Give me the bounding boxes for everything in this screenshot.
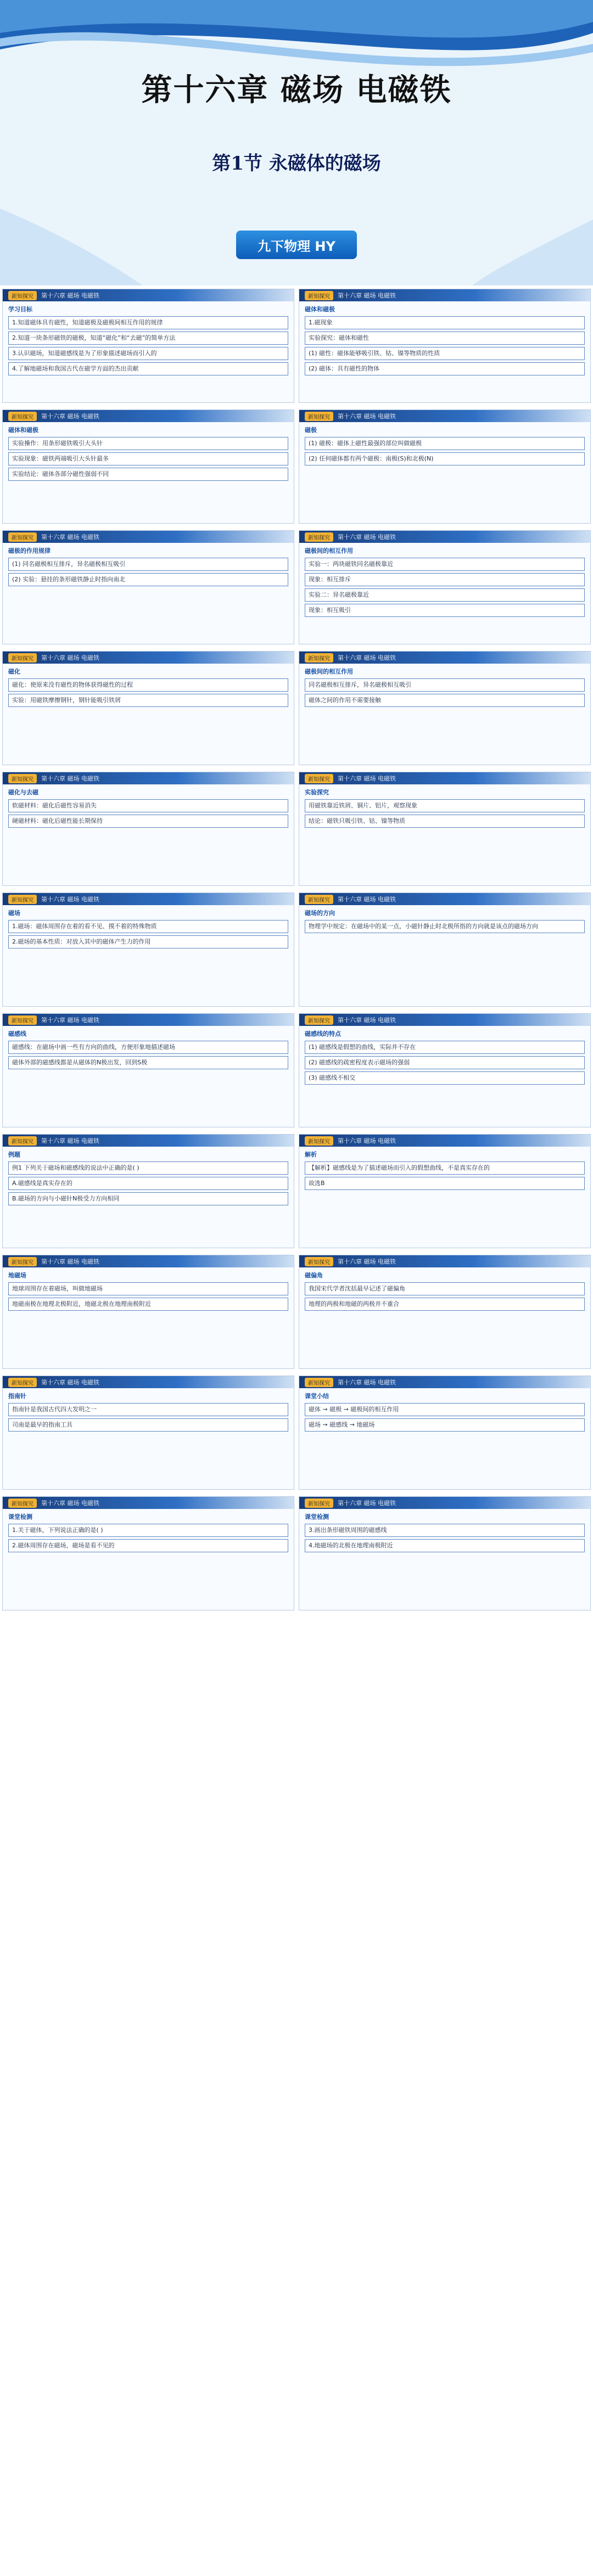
slide-text-line: 磁体外部的磁感线都是从磁体的N极出发，回到S极 xyxy=(8,1056,288,1069)
slide-title: 解析 xyxy=(305,1151,317,1158)
slide-body xyxy=(3,664,294,710)
slide-header xyxy=(3,410,294,422)
slide-text-line: 1.磁场：磁体周围存在着的看不见、摸不着的特殊物质 xyxy=(8,920,288,933)
slide-text-line: 4.了解地磁场和我国古代在磁学方面的杰出贡献 xyxy=(8,362,288,375)
slide-title: 磁体和磁极 xyxy=(305,306,335,313)
slide-tag: 新知探究 xyxy=(8,653,37,663)
slide-text-line: 4.地磁场的北极在地理南极附近 xyxy=(305,1539,585,1552)
slide-thumbnail[interactable] xyxy=(2,893,294,1007)
slide-body xyxy=(3,1509,294,1556)
slide-header xyxy=(3,772,294,784)
slide-header-text: 第十六章 磁场 电磁铁 xyxy=(41,1379,99,1386)
slide-text-line: A.磁感线是真实存在的 xyxy=(8,1177,288,1190)
slide-header-text: 第十六章 磁场 电磁铁 xyxy=(41,654,99,661)
slide-title: 课堂小结 xyxy=(305,1393,329,1400)
slide-header-text: 第十六章 磁场 电磁铁 xyxy=(41,1017,99,1024)
slide-body xyxy=(299,543,590,620)
slide-text-line: 地理的两极和地磁的两极并不重合 xyxy=(305,1298,585,1311)
slide-header xyxy=(299,1497,590,1509)
slide-thumbnail[interactable] xyxy=(299,1013,591,1127)
slide-text-line: 3.认识磁场，知道磁感线是为了形象描述磁场而引入的 xyxy=(8,347,288,360)
slide-body xyxy=(299,301,590,379)
slide-text-line: 物理学中规定：在磁场中的某一点，小磁针静止时北极所指的方向就是该点的磁场方向 xyxy=(305,920,585,933)
slide-header-text: 第十六章 磁场 电磁铁 xyxy=(41,775,99,782)
slide-tag: 新知探究 xyxy=(305,412,333,421)
slide-title: 实验探究 xyxy=(305,789,329,796)
slide-thumbnail[interactable] xyxy=(2,289,294,403)
slide-text-line: 2.知道一块条形磁铁的磁极，知道“磁化”和“去磁”的简单方法 xyxy=(8,332,288,345)
slide-title: 磁化 xyxy=(8,668,20,675)
chapter-title: 第十六章 磁场 电磁铁 xyxy=(141,72,452,108)
slide-text-line: (2) 磁感线的疏密程度表示磁场的强弱 xyxy=(305,1056,585,1069)
slide-thumbnail[interactable] xyxy=(299,1376,591,1490)
slide-header-text: 第十六章 磁场 电磁铁 xyxy=(41,1258,99,1265)
slide-tag: 新知探究 xyxy=(8,532,37,542)
slide-tag: 新知探究 xyxy=(8,1499,37,1508)
slide-text-line: 磁体之间的作用不需要接触 xyxy=(305,694,585,707)
slide-text-line: (2) 任何磁体都有两个磁极：南极(S)和北极(N) xyxy=(305,452,585,465)
slide-header-text: 第十六章 磁场 电磁铁 xyxy=(338,1258,396,1265)
slide-title: 磁感线的特点 xyxy=(305,1030,341,1037)
slide-tag: 新知探究 xyxy=(8,291,37,300)
slide-thumbnail[interactable] xyxy=(299,772,591,886)
slide-body xyxy=(3,784,294,831)
slide-header-text: 第十六章 磁场 电磁铁 xyxy=(41,534,99,541)
slide-tag: 新知探究 xyxy=(8,1136,37,1146)
slide-title: 课堂检测 xyxy=(305,1513,329,1520)
slide-header xyxy=(3,1135,294,1147)
slide-text-line: 磁化：使原来没有磁性的物体获得磁性的过程 xyxy=(8,678,288,692)
slide-text-line: 1.磁现象 xyxy=(305,316,585,329)
slide-header-text: 第十六章 磁场 电磁铁 xyxy=(338,654,396,661)
slide-thumbnail[interactable] xyxy=(299,1255,591,1369)
slide-header xyxy=(3,1497,294,1509)
slide-thumbnail[interactable] xyxy=(299,409,591,524)
slide-text-line: 实验结论：磁体各部分磁性强弱不同 xyxy=(8,468,288,481)
slide-text-line: 2.磁场的基本性质：对放入其中的磁体产生力的作用 xyxy=(8,935,288,949)
slide-header-text: 第十六章 磁场 电磁铁 xyxy=(41,1137,99,1144)
slide-tag: 新知探究 xyxy=(8,1015,37,1025)
slide-header-text: 第十六章 磁场 电磁铁 xyxy=(41,413,99,420)
slide-thumbnail[interactable] xyxy=(299,530,591,644)
slide-tag: 新知探究 xyxy=(305,1015,333,1025)
slide-body xyxy=(3,422,294,484)
slide-title: 例题 xyxy=(8,1151,20,1158)
slide-text-line: (2) 磁体：具有磁性的物体 xyxy=(305,362,585,375)
slide-text-line: 实验操作：用条形磁铁吸引大头针 xyxy=(8,437,288,450)
slide-title: 磁极间的相互作用 xyxy=(305,668,353,675)
slide-text-line: 实验现象：磁铁两端吸引大头针最多 xyxy=(8,452,288,465)
slide-header xyxy=(3,289,294,301)
slide-text-line: 3.画出条形磁铁周围的磁感线 xyxy=(305,1524,585,1537)
slide-title: 磁极间的相互作用 xyxy=(305,547,353,554)
slide-title: 磁体和磁极 xyxy=(8,426,38,434)
slide-title: 课堂检测 xyxy=(8,1513,32,1520)
slide-text-line: 地磁南极在地理北极附近，地磁北极在地理南极附近 xyxy=(8,1298,288,1311)
slide-body xyxy=(299,1147,590,1193)
slide-header xyxy=(299,893,590,905)
slide-text-line: 用磁铁靠近铁屑、铜片、铝片，观察现象 xyxy=(305,799,585,812)
slide-thumbnail[interactable] xyxy=(2,1496,294,1610)
slide-tag: 新知探究 xyxy=(8,1257,37,1266)
slide-header xyxy=(3,1255,294,1267)
slide-header-text: 第十六章 磁场 电磁铁 xyxy=(338,775,396,782)
slide-header-text: 第十六章 磁场 电磁铁 xyxy=(338,896,396,903)
slide-title: 磁极的作用规律 xyxy=(8,547,51,554)
slide-body xyxy=(299,784,590,831)
slide-header-text: 第十六章 磁场 电磁铁 xyxy=(338,1379,396,1386)
slide-tag: 新知探究 xyxy=(8,895,37,904)
slide-header xyxy=(299,1255,590,1267)
slide-header xyxy=(3,893,294,905)
slide-title: 磁化与去磁 xyxy=(8,789,38,796)
slide-tag: 新知探究 xyxy=(305,1136,333,1146)
slide-thumbnail[interactable] xyxy=(2,409,294,524)
slide-body xyxy=(299,1509,590,1556)
slide-tag: 新知探究 xyxy=(8,774,37,783)
slide-body xyxy=(3,301,294,379)
slide-body xyxy=(299,664,590,710)
slide-text-line: 实验探究：磁体和磁性 xyxy=(305,332,585,345)
slide-thumbnail[interactable] xyxy=(2,1013,294,1127)
slide-header-text: 第十六章 磁场 电磁铁 xyxy=(41,896,99,903)
slide-body xyxy=(3,1026,294,1073)
slide-title: 磁极 xyxy=(305,426,317,434)
slide-tag: 新知探究 xyxy=(8,412,37,421)
slide-header xyxy=(3,1014,294,1026)
slide-thumbnail[interactable] xyxy=(2,772,294,886)
slide-header-text: 第十六章 磁场 电磁铁 xyxy=(338,1017,396,1024)
slide-text-line: 磁场 → 磁感线 → 地磁场 xyxy=(305,1418,585,1432)
slide-body xyxy=(3,1388,294,1435)
slide-header-text: 第十六章 磁场 电磁铁 xyxy=(338,1500,396,1507)
slide-tag: 新知探究 xyxy=(8,1378,37,1387)
slide-text-line: (3) 磁感线不相交 xyxy=(305,1071,585,1085)
slide-header-text: 第十六章 磁场 电磁铁 xyxy=(338,413,396,420)
slide-header xyxy=(299,772,590,784)
slide-body xyxy=(3,543,294,590)
slide-thumbnail[interactable] xyxy=(299,1134,591,1248)
slide-title: 磁感线 xyxy=(8,1030,26,1037)
slide-body xyxy=(299,422,590,469)
slide-thumbnail[interactable] xyxy=(2,1376,294,1490)
slide-header xyxy=(299,652,590,664)
slide-tag: 新知探究 xyxy=(305,653,333,663)
slide-header-text: 第十六章 磁场 电磁铁 xyxy=(41,292,99,299)
slide-thumbnail[interactable] xyxy=(299,1496,591,1610)
slide-body xyxy=(299,1388,590,1435)
slide-thumbnail[interactable] xyxy=(2,1134,294,1248)
slide-header xyxy=(299,1014,590,1026)
slide-text-line: 地球周围存在着磁场，叫做地磁场 xyxy=(8,1282,288,1295)
slide-text-line: 1.关于磁体，下列说法正确的是( ) xyxy=(8,1524,288,1537)
slide-title: 磁场 xyxy=(8,910,20,917)
slide-header xyxy=(3,652,294,664)
slide-thumbnail[interactable] xyxy=(299,651,591,765)
slide-tag: 新知探究 xyxy=(305,1499,333,1508)
slide-header xyxy=(3,531,294,543)
grade-badge: 九下物理 HY xyxy=(236,231,357,259)
slide-text-line: 故选B xyxy=(305,1177,585,1190)
slide-text-line: 磁感线：在磁场中画一些有方向的曲线，方便形象地描述磁场 xyxy=(8,1041,288,1054)
slide-header-text: 第十六章 磁场 电磁铁 xyxy=(41,1500,99,1507)
slide-header xyxy=(299,531,590,543)
slide-text-line: (1) 磁感线是假想的曲线，实际并不存在 xyxy=(305,1041,585,1054)
slide-text-line: 2.磁体周围存在磁场，磁场是看不见的 xyxy=(8,1539,288,1552)
slide-text-line: 司南是最早的指南工具 xyxy=(8,1418,288,1432)
slide-text-line: 磁体 → 磁极 → 磁极间的相互作用 xyxy=(305,1403,585,1416)
slide-title: 学习目标 xyxy=(8,306,32,313)
slide-text-line: 同名磁极相互排斥，异名磁极相互吸引 xyxy=(305,678,585,692)
slide-text-line: 指南针是我国古代四大发明之一 xyxy=(8,1403,288,1416)
slide-header-text: 第十六章 磁场 电磁铁 xyxy=(338,1137,396,1144)
slide-header xyxy=(299,1376,590,1388)
slide-text-line: 实验：用磁铁摩擦钢针，钢针能吸引铁屑 xyxy=(8,694,288,707)
slide-header xyxy=(299,410,590,422)
slide-text-line: 实验二：异名磁极靠近 xyxy=(305,588,585,602)
slide-text-line: 实验一：两块磁铁同名磁极靠近 xyxy=(305,558,585,571)
slide-text-line: 我国宋代学者沈括最早记述了磁偏角 xyxy=(305,1282,585,1295)
slide-text-line: (1) 磁极：磁体上磁性最强的部位叫做磁极 xyxy=(305,437,585,450)
slide-body xyxy=(299,1267,590,1314)
slide-body xyxy=(299,1026,590,1088)
slide-text-line: (1) 同名磁极相互排斥，异名磁极相互吸引 xyxy=(8,558,288,571)
cover xyxy=(0,0,593,285)
slide-text-line: 现象：相互吸引 xyxy=(305,604,585,617)
slide-text-line: 硬磁材料：磁化后磁性能长期保持 xyxy=(8,815,288,828)
slide-text-line: (2) 实验：悬挂的条形磁铁静止时指向南北 xyxy=(8,573,288,586)
slide-thumbnail[interactable] xyxy=(2,1255,294,1369)
slide-tag: 新知探究 xyxy=(305,774,333,783)
slide-header-text: 第十六章 磁场 电磁铁 xyxy=(338,534,396,541)
slide-thumbnail[interactable] xyxy=(299,289,591,403)
slide-body xyxy=(3,1267,294,1314)
slide-title: 地磁场 xyxy=(8,1272,26,1279)
slide-text-line: 【解析】磁感线是为了描述磁场而引入的假想曲线，不是真实存在的 xyxy=(305,1161,585,1175)
slide-tag: 新知探究 xyxy=(305,1257,333,1266)
slide-text-line: 1.知道磁体具有磁性，知道磁极及磁极间相互作用的规律 xyxy=(8,316,288,329)
slide-body xyxy=(3,905,294,952)
slide-text-line: 结论：磁铁只吸引铁、钴、镍等物质 xyxy=(305,815,585,828)
slide-tag: 新知探究 xyxy=(305,895,333,904)
slide-title: 磁偏角 xyxy=(305,1272,323,1279)
slide-body xyxy=(299,905,590,936)
slide-header-text: 第十六章 磁场 电磁铁 xyxy=(338,292,396,299)
slide-text-line: 例1 下列关于磁场和磁感线的说法中正确的是( ) xyxy=(8,1161,288,1175)
slide-tag: 新知探究 xyxy=(305,1378,333,1387)
slide-header xyxy=(299,1135,590,1147)
slide-text-line: 现象：相互排斥 xyxy=(305,573,585,586)
slide-body xyxy=(3,1147,294,1209)
slide-tag: 新知探究 xyxy=(305,291,333,300)
slide-thumbnail[interactable] xyxy=(2,651,294,765)
slide-text-line: 软磁材料：磁化后磁性容易消失 xyxy=(8,799,288,812)
slide-title: 磁场的方向 xyxy=(305,910,335,917)
slide-text-line: B.磁场的方向与小磁针N极受力方向相同 xyxy=(8,1192,288,1205)
slide-text-line: (1) 磁性：磁体能够吸引铁、钴、镍等物质的性质 xyxy=(305,347,585,360)
slide-tag: 新知探究 xyxy=(305,532,333,542)
slide-thumbnail[interactable] xyxy=(299,893,591,1007)
slide-header xyxy=(3,1376,294,1388)
slide-header xyxy=(299,289,590,301)
slide-thumbnail[interactable] xyxy=(2,530,294,644)
section-subtitle: 第1节 永磁体的磁场 xyxy=(212,153,381,175)
slide-title: 指南针 xyxy=(8,1393,26,1400)
